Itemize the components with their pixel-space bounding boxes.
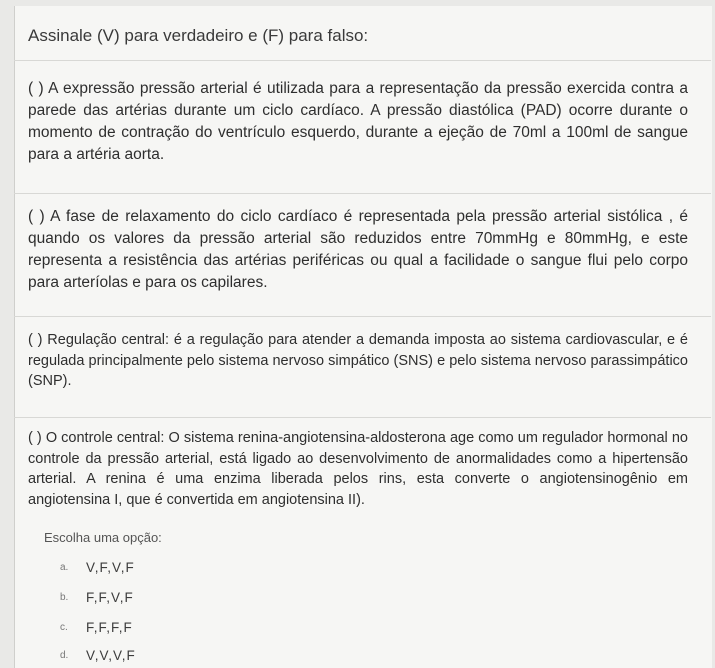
option-value: V,F,V,F	[86, 560, 135, 575]
option-value: F,F,V,F	[86, 590, 134, 605]
divider	[14, 417, 711, 418]
option-value: V,V,V,F	[86, 648, 136, 663]
statement-4: ( ) O controle central: O sistema renina-angiotensina-aldosterona age como um regulador hormonal no controle da pressão arterial, está ligado ao desenvolvimento de anormalidades como a hipertensão arterial. A renina é uma enzima liberada pelos rins, esta converte o angiotensinogênio em angiotensina I, que é convertida em angiotensina II).	[28, 430, 688, 508]
option-letter: c.	[60, 622, 68, 633]
option-value: F,F,F,F	[86, 620, 133, 635]
option-letter: a.	[60, 562, 69, 573]
option-c[interactable]	[60, 620, 133, 635]
option-a[interactable]	[60, 560, 135, 575]
option-d[interactable]	[60, 648, 136, 663]
question-title: Assinale (V) para verdadeiro e (F) para falso:	[28, 26, 369, 45]
option-letter: b.	[60, 592, 69, 603]
statement-3: ( ) Regulação central: é a regulação para atender a demanda imposta ao sistema cardiovascular, e é regulada principalmente pelo sistema nervoso simpático (SNS) e pelo sistema nervoso parassimpático (SNP).	[28, 332, 688, 389]
divider	[14, 193, 711, 194]
option-letter: d.	[60, 650, 69, 661]
divider	[14, 60, 711, 61]
divider	[14, 316, 711, 317]
statement-1: ( ) A expressão pressão arterial é utilizada para a representação da pressão exercida contra a parede das artérias durante um ciclo cardíaco. A pressão diastólica (PAD) ocorre durante o momento de contração do ventrículo esquerdo, durante a ejeção de 70ml a 100ml de sangue para a artéria aorta.	[28, 80, 688, 163]
choose-option-prompt: Escolha uma opção:	[44, 530, 162, 545]
option-b[interactable]	[60, 590, 134, 605]
statement-2: ( ) A fase de relaxamento do ciclo cardíaco é representada pela pressão arterial sistólica , é quando os valores da pressão arterial são reduzidos entre 70mmHg e 80mmHg, e este representa a resistência das artérias periféricas ou qual a facilidade o sangue flui pelo corpo para arteríolas e para os capilares.	[28, 208, 688, 291]
